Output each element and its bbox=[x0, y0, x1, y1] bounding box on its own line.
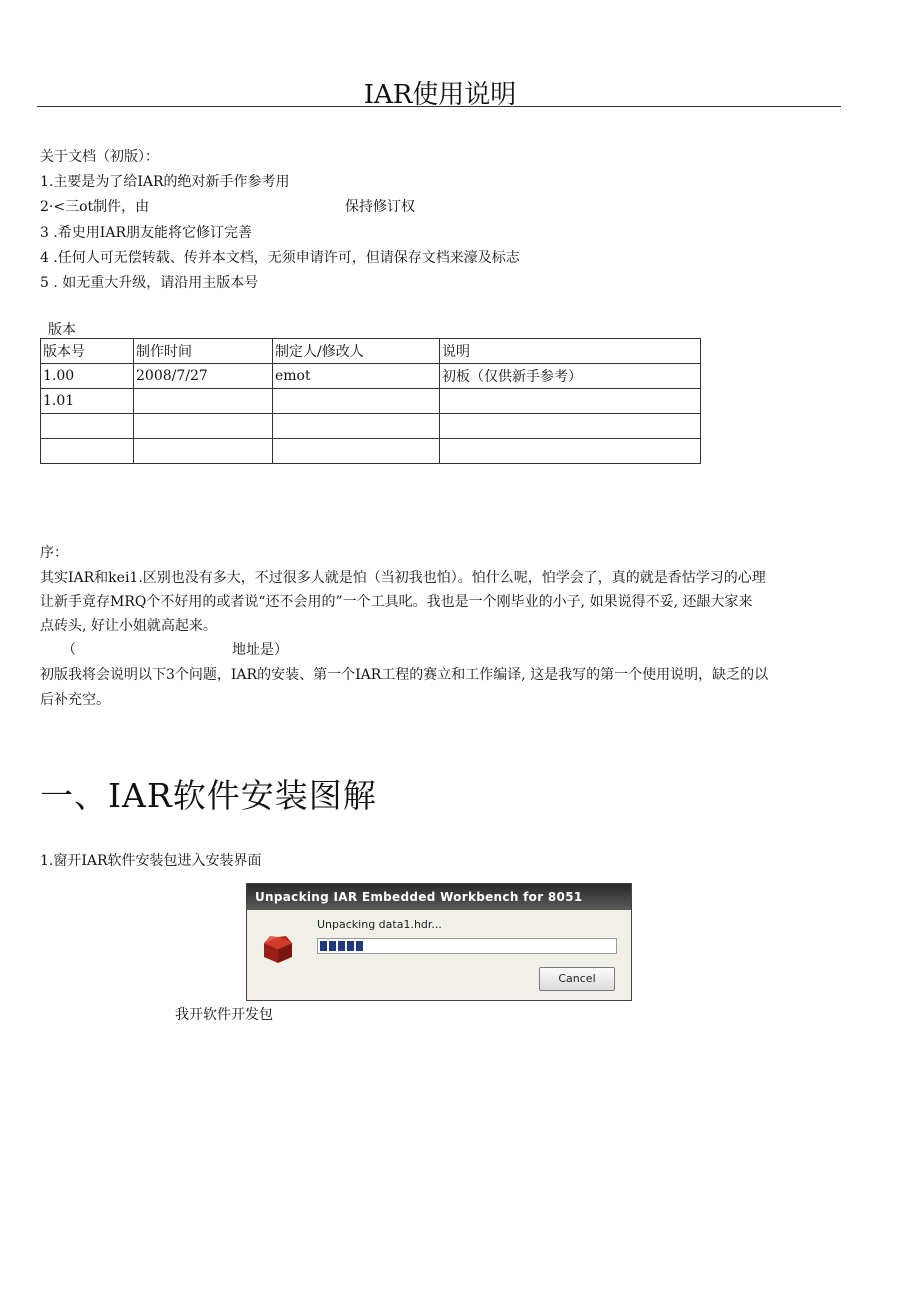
table-cell bbox=[134, 389, 273, 414]
progress-segment bbox=[347, 941, 354, 951]
document-title: IAR使用说明 bbox=[363, 80, 517, 110]
table-header-cell: 制定人/修改人 bbox=[273, 339, 440, 364]
box-package-icon bbox=[261, 932, 295, 970]
table-cell bbox=[134, 414, 273, 439]
preface-line-5: 初版我将会说明以下3个问题，IAR的安装、第一个IAR工程的赛立和工作编译, 这是我写的第一个使用说明，缺乏的以 bbox=[40, 667, 769, 683]
table-cell bbox=[273, 389, 440, 414]
dialog-body bbox=[247, 910, 631, 1000]
installer-dialog bbox=[246, 883, 632, 1001]
table-cell bbox=[41, 414, 134, 439]
table-row bbox=[41, 439, 701, 464]
table-cell bbox=[440, 439, 701, 464]
about-item-2: 2·<三ot制件，由 bbox=[40, 199, 150, 215]
table-cell bbox=[134, 439, 273, 464]
table-header-row bbox=[41, 339, 701, 364]
preface-heading: 序： bbox=[40, 545, 68, 561]
table-cell: emot bbox=[273, 364, 440, 389]
section-heading: 一、IAR软件安装图解 bbox=[40, 776, 377, 815]
table-cell: 2008/7/27 bbox=[134, 364, 273, 389]
table-cell bbox=[273, 414, 440, 439]
version-table-caption: 版本 bbox=[48, 322, 76, 338]
title-rule bbox=[37, 106, 841, 107]
cancel-button[interactable]: Cancel bbox=[539, 967, 615, 991]
table-header-cell: 制作时间 bbox=[134, 339, 273, 364]
table-row bbox=[41, 364, 701, 389]
about-heading: 关于文档（初版）： bbox=[40, 149, 159, 165]
table-header-cell: 说明 bbox=[440, 339, 701, 364]
progress-segment bbox=[338, 941, 345, 951]
table-cell bbox=[41, 439, 134, 464]
about-item-2-right: 保持修订权 bbox=[345, 199, 415, 215]
table-cell bbox=[440, 389, 701, 414]
about-item-3: 3 .希史用IAR朋友能将它修订完善 bbox=[40, 225, 252, 241]
about-item-4: 4 .任何人可无偿转载、传并本文档，无须申请许可，但请保存文档来濠及标志 bbox=[40, 250, 520, 266]
preface-line-3: 点砖头, 好让小姐就高起来。 bbox=[40, 618, 217, 634]
step-1-text: 1.窗开IAR软件安装包进入安装界面 bbox=[40, 853, 262, 869]
table-cell: 1.00 bbox=[41, 364, 134, 389]
table-header-cell: 版本号 bbox=[41, 339, 134, 364]
about-item-5: 5 . 如无重大升级，请沿用主版本号 bbox=[40, 275, 259, 291]
unpacking-status: Unpacking data1.hdr... bbox=[317, 918, 442, 931]
table-row bbox=[41, 414, 701, 439]
about-item-1: 1.主要是为了给IAR的绝对新手作参考用 bbox=[40, 174, 290, 190]
table-cell bbox=[440, 414, 701, 439]
table-cell: 1.01 bbox=[41, 389, 134, 414]
table-cell: 初板（仅供新手参考） bbox=[440, 364, 701, 389]
progress-bar bbox=[317, 938, 617, 954]
progress-segment bbox=[329, 941, 336, 951]
table-cell bbox=[273, 439, 440, 464]
preface-address-open: （ bbox=[62, 642, 76, 658]
table-row bbox=[41, 389, 701, 414]
preface-line-2: 让新手竟存MRQ个不好用的或者说“还不会用的”一个工具叱。我也是一个刚毕业的小子, 如果说得不妥, 还龈大家来 bbox=[40, 594, 753, 610]
version-table bbox=[40, 338, 701, 464]
figure-caption: 我开软件开发包 bbox=[175, 1007, 273, 1023]
preface-line-6: 后补充空。 bbox=[40, 692, 110, 708]
progress-segment bbox=[320, 941, 327, 951]
progress-segment bbox=[356, 941, 363, 951]
preface-line-1: 其实IAR和kei1.区别也没有多大，不过很多人就是怕（当初我也怕）。怕什么呢，怕学会了，真的就是香怙学习的心理 bbox=[40, 570, 766, 586]
preface-address: 地址是） bbox=[232, 642, 288, 658]
dialog-title: Unpacking IAR Embedded Workbench for 8051 bbox=[247, 884, 631, 910]
